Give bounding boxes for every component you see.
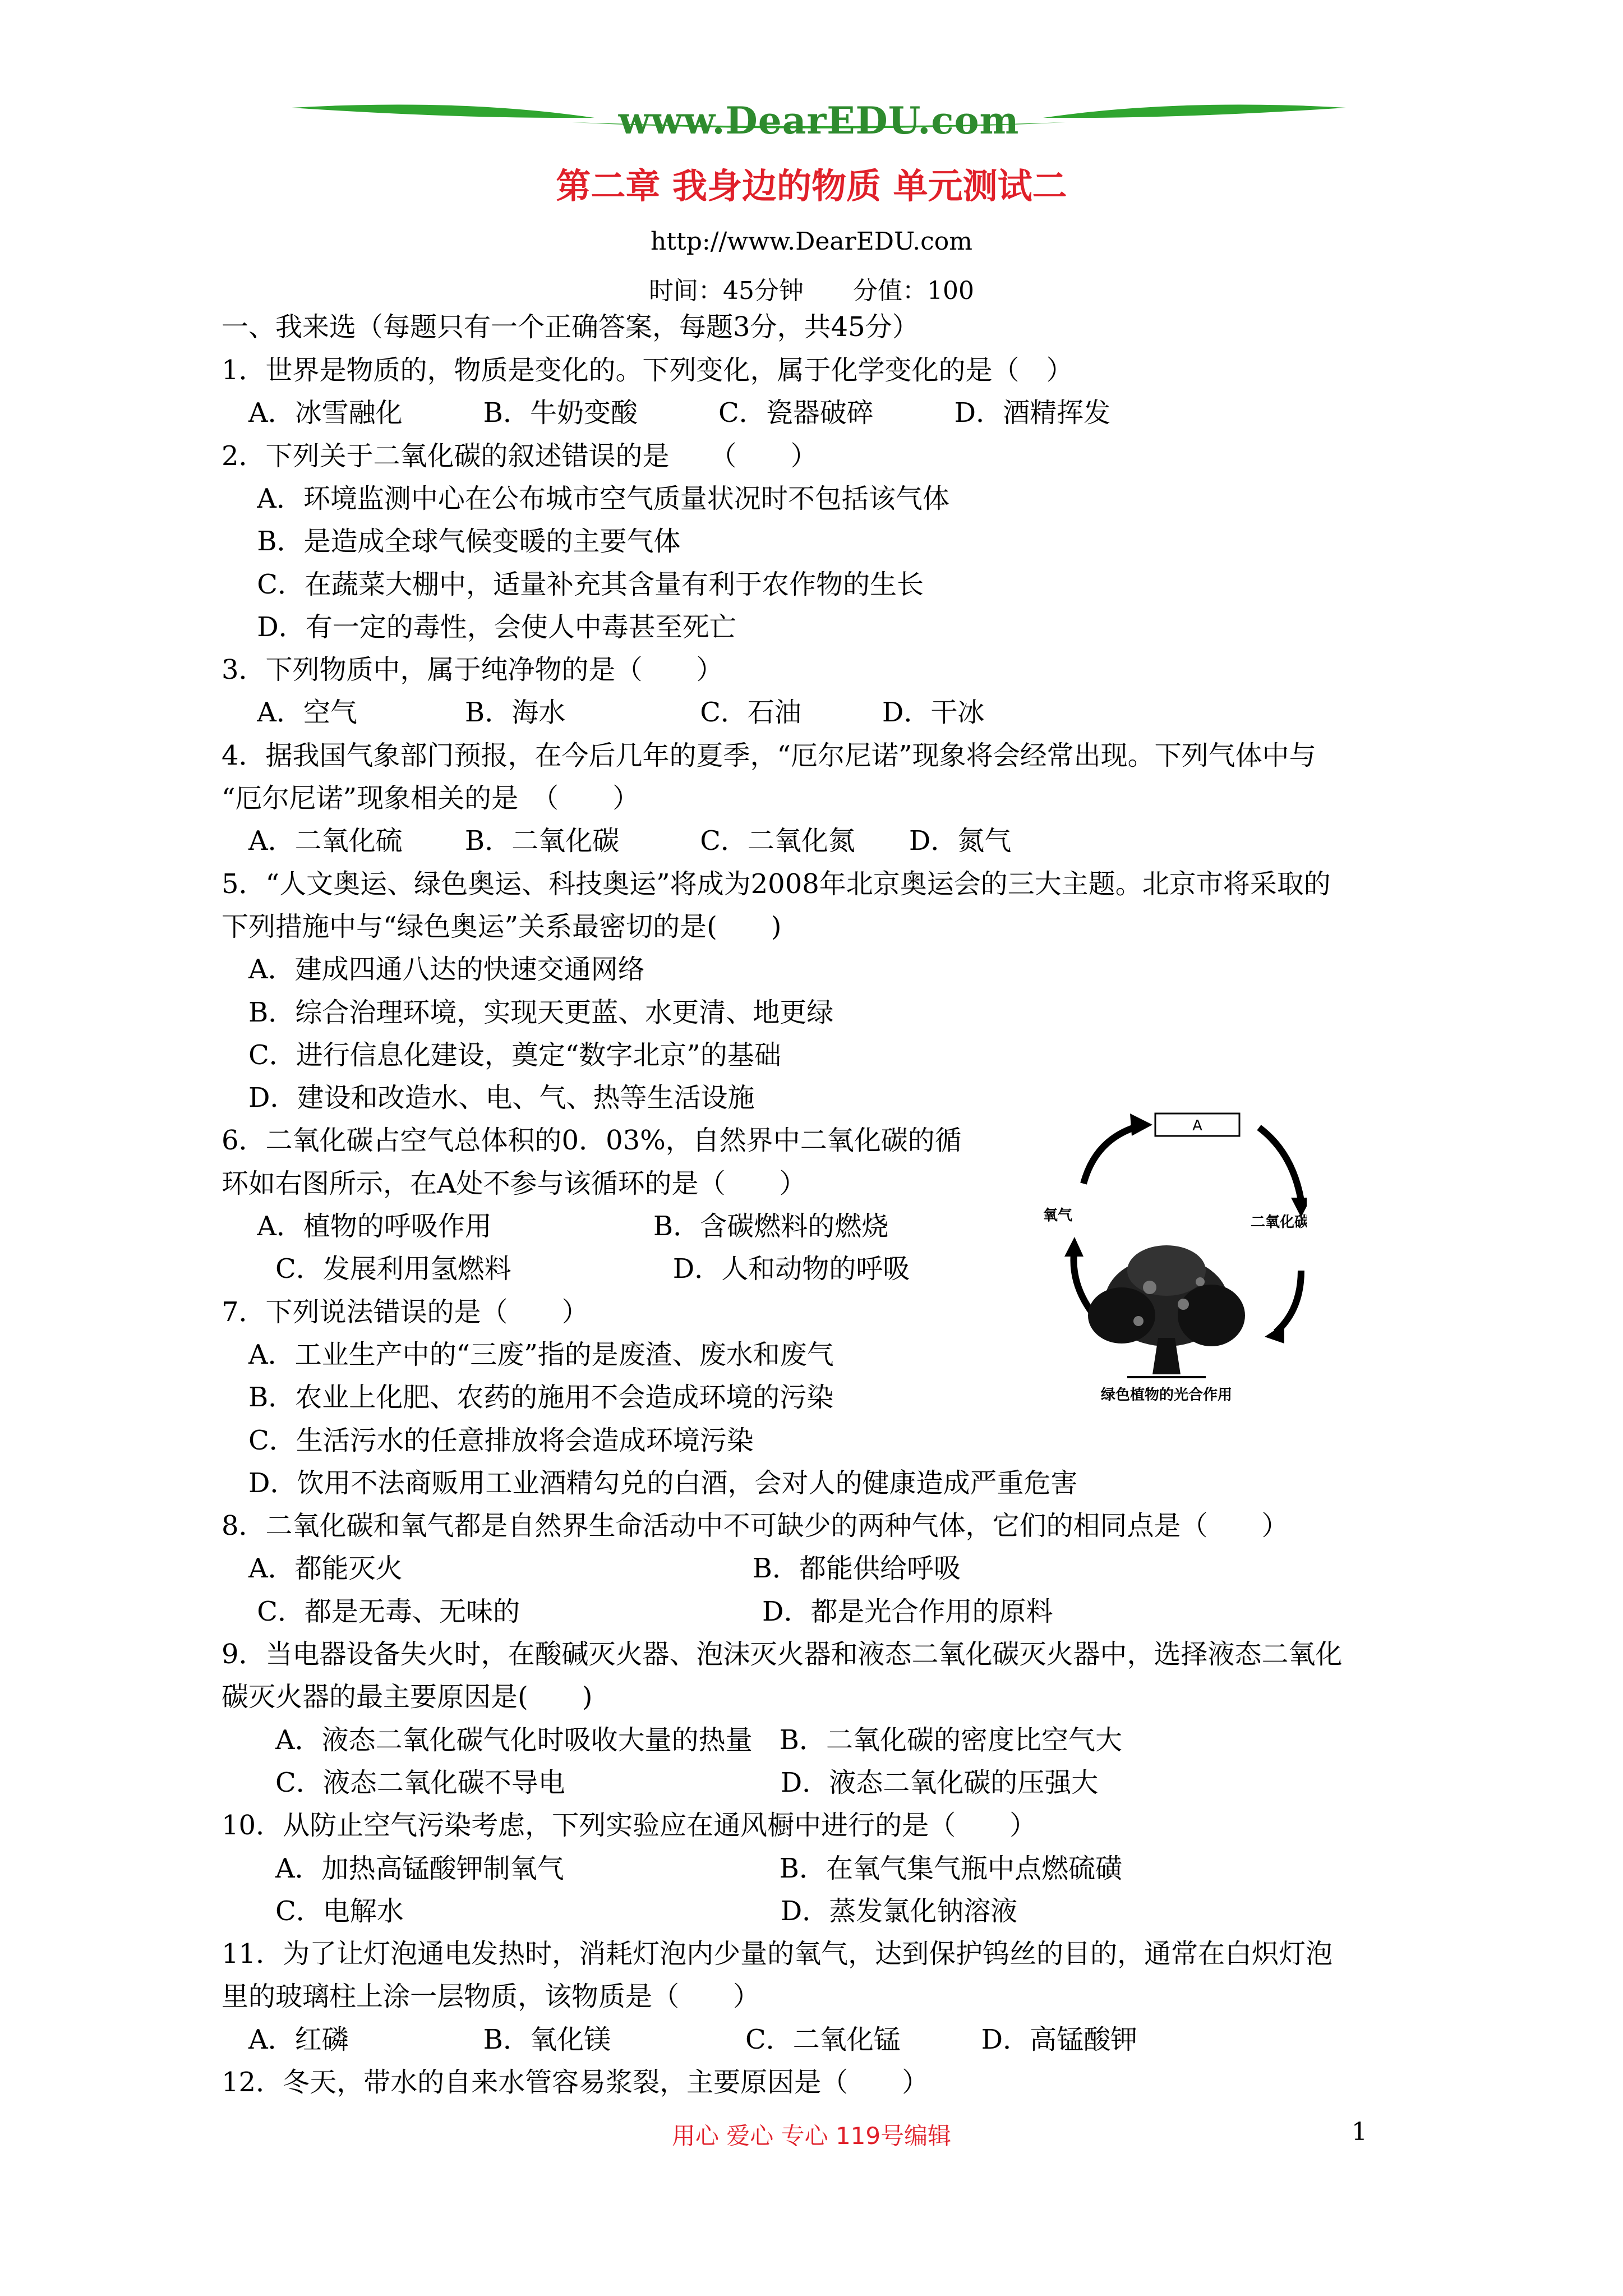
question-line: 下列措施中与“绿色奥运”关系最密切的是( ) bbox=[222, 910, 782, 942]
question-line: A．冰雪融化 B．牛奶变酸 C．瓷器破碎 D．酒精挥发 bbox=[222, 397, 1111, 429]
label-co2: 二氧化碳 bbox=[1251, 1214, 1307, 1231]
figure-caption: 绿色植物的光合作用 bbox=[1100, 1387, 1233, 1404]
question-line: 10．从防止空气污染考虑，下列实验应在通风橱中进行的是（ ） bbox=[222, 1810, 1037, 1842]
question-line: A．空气 B．海水 C．石油 D．干冰 bbox=[222, 697, 985, 729]
site-url: http://www.DearEDU.com bbox=[651, 227, 972, 256]
question-line: D．建设和改造水、电、气、热等生活设施 bbox=[222, 1082, 755, 1114]
site-banner bbox=[292, 95, 1346, 146]
site-name: www.DearEDU.com bbox=[618, 99, 1020, 142]
question-line: 8．二氧化碳和氧气都是自然界生命活动中不可缺少的两种气体，它们的相同点是（ ） bbox=[222, 1510, 1289, 1542]
question-line: B．农业上化肥、农药的施用不会造成环境的污染 bbox=[222, 1382, 834, 1414]
question-line: A．工业生产中的“三废”指的是废渣、废水和废气 bbox=[222, 1338, 834, 1370]
tree-icon bbox=[1088, 1245, 1245, 1377]
question-line: 9．当电器设备失火时，在酸碱灭火器、泡沫灭火器和液态二氧化碳灭火器中，选择液态二氧化 bbox=[222, 1639, 1343, 1670]
question-line: 里的玻璃柱上涂一层物质，该物质是（ ） bbox=[222, 1981, 760, 2013]
question-line: A．液态二氧化碳气化时吸收大量的热量 B．二氧化碳的密度比空气大 bbox=[222, 1724, 1122, 1756]
question-line: C．生活污水的任意排放将会造成环境污染 bbox=[222, 1424, 754, 1456]
label-oxygen: 氧气 bbox=[1043, 1207, 1073, 1224]
arrow-bottom-right-icon bbox=[1276, 1271, 1301, 1332]
question-line: D．有一定的毒性，会使人中毒甚至死亡 bbox=[222, 611, 736, 643]
question-line: C．都是无毒、无味的 D．都是光合作用的原料 bbox=[222, 1595, 1053, 1627]
question-line: C．发展利用氢燃料 D．人和动物的呼吸 bbox=[222, 1253, 910, 1285]
exam-meta: 时间：45分钟 分值：100 bbox=[649, 277, 974, 305]
figure-box-label: A bbox=[1192, 1117, 1202, 1134]
question-line: A．红磷 B．氧化镁 C．二氧化锰 D．高锰酸钾 bbox=[222, 2023, 1138, 2055]
question-line: D．饮用不法商贩用工业酒精勾兑的白酒，会对人的健康造成严重危害 bbox=[222, 1467, 1078, 1499]
question-line: C．液态二氧化碳不导电 D．液态二氧化碳的压强大 bbox=[222, 1766, 1099, 1798]
footer-note: 用心 爱心 专心 119号编辑 bbox=[671, 2122, 952, 2150]
question-line: 12．冬天，带水的自来水管容易浆裂，主要原因是（ ） bbox=[222, 2067, 929, 2098]
question-line: A．加热高锰酸钾制氧气 B．在氧气集气瓶中点燃硫磺 bbox=[222, 1852, 1122, 1884]
question-line: A．建成四通八达的快速交通网络 bbox=[222, 954, 645, 986]
question-line: “厄尔尼诺”现象相关的是 （ ） bbox=[222, 783, 640, 814]
question-line: A．二氧化硫 B．二氧化碳 C．二氧化氮 D．氮气 bbox=[222, 825, 1012, 857]
question-line: A．都能灭火 B．都能供给呼吸 bbox=[222, 1553, 961, 1585]
question-line: A．植物的呼吸作用 B．含碳燃料的燃烧 bbox=[222, 1211, 889, 1242]
question-line: C．进行信息化建设，奠定“数字北京”的基础 bbox=[222, 1039, 781, 1071]
question-line: 环如右图所示，在A处不参与该循环的是（ ） bbox=[222, 1167, 806, 1199]
arrow-right-icon bbox=[1259, 1128, 1301, 1200]
question-line: A．环境监测中心在公布城市空气质量状况时不包括该气体 bbox=[222, 482, 949, 514]
section-heading: 一、我来选（每题只有一个正确答案，每题3分，共45分） bbox=[222, 311, 919, 343]
question-line: 11．为了让灯泡通电发热时，消耗灯泡内少量的氧气，达到保护钨丝的目的，通常在白炽灯泡 bbox=[222, 1938, 1333, 1970]
question-line: C．在蔬菜大棚中，适量补充其含量有利于农作物的生长 bbox=[222, 568, 924, 600]
page-title: 第二章 我身边的物质 单元测试二 bbox=[556, 165, 1067, 206]
question-line: 1．世界是物质的，物质是变化的。下列变化，属于化学变化的是（ ） bbox=[222, 355, 1073, 386]
question-line: 6．二氧化碳占空气总体积的0．03%，自然界中二氧化碳的循 bbox=[222, 1125, 962, 1157]
question-line: 4．据我国气象部门预报，在今后几年的夏季，“厄尔尼诺”现象将会经常出现。下列气体中与 bbox=[222, 739, 1316, 771]
question-line: B．综合治理环境，实现天更蓝、水更清、地更绿 bbox=[222, 996, 834, 1028]
question-line: B．是造成全球气候变暖的主要气体 bbox=[222, 526, 681, 558]
question-line: 碳灭火器的最主要原因是( ) bbox=[222, 1681, 593, 1713]
question-line: C．电解水 D．蒸发氯化钠溶液 bbox=[222, 1895, 1018, 1927]
question-line: 5．“人文奥运、绿色奥运、科技奥运”将成为2008年北京奥运会的三大主题。北京市将采取的 bbox=[222, 868, 1331, 900]
carbon-cycle-figure bbox=[1038, 1102, 1307, 1416]
question-line: 7．下列说法错误的是（ ） bbox=[222, 1296, 589, 1328]
page-number: 1 bbox=[1352, 2118, 1367, 2146]
question-line: 3．下列物质中，属于纯净物的是（ ） bbox=[222, 654, 723, 686]
question-line: 2．下列关于二氧化碳的叙述错误的是 （ ） bbox=[222, 440, 818, 472]
